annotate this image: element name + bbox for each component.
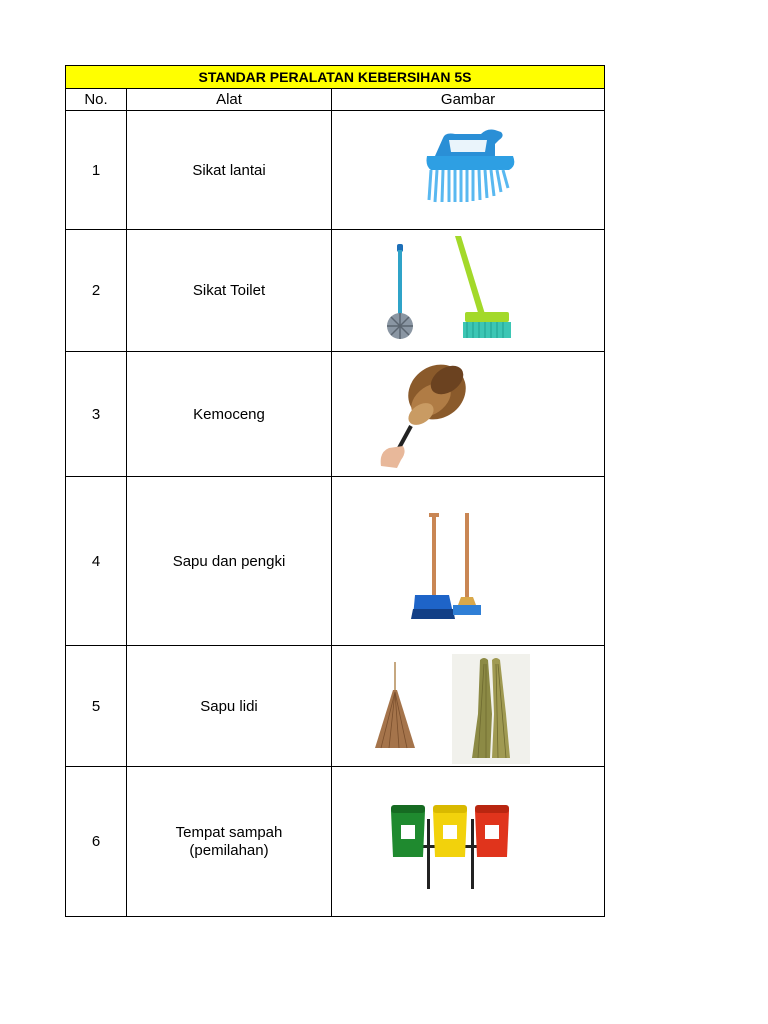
table-row <box>66 111 605 230</box>
table-row <box>66 352 605 477</box>
tool-name: Sapu lidi <box>127 646 332 767</box>
tool-name-line: (pemilahan) <box>189 841 269 859</box>
stick-broom-icon <box>452 654 530 764</box>
feather-duster-icon <box>377 356 477 470</box>
sorting-bins-icon <box>389 805 513 891</box>
header-row <box>66 89 605 111</box>
broom-dustpan-icon <box>409 513 485 621</box>
tool-name <box>127 767 332 917</box>
tool-image-cell <box>332 767 605 917</box>
table-row <box>66 477 605 646</box>
tool-image-cell <box>332 111 605 230</box>
table-row <box>66 230 605 352</box>
tool-name: Sapu dan pengki <box>127 477 332 646</box>
table-row <box>66 767 605 917</box>
tool-image-cell <box>332 352 605 477</box>
toilet-brush-icon <box>451 234 521 346</box>
row-number: 4 <box>66 477 127 646</box>
tool-image-cell <box>332 477 605 646</box>
floor-brush-icon <box>421 126 517 208</box>
header-alat: Alat <box>127 89 332 111</box>
row-number: 6 <box>66 767 127 917</box>
cleaning-equipment-table <box>65 65 605 917</box>
tool-name-line: Tempat sampah <box>175 823 283 841</box>
title-row <box>66 66 605 89</box>
toilet-brush-icon <box>383 242 423 342</box>
row-number: 3 <box>66 352 127 477</box>
tool-image-cell <box>332 646 605 767</box>
tool-name: Kemoceng <box>127 352 332 477</box>
header-gambar: Gambar <box>332 89 605 111</box>
table-title: STANDAR PERALATAN KEBERSIHAN 5S <box>66 66 605 89</box>
stick-broom-icon <box>373 662 417 752</box>
tool-name: Sikat Toilet <box>127 230 332 352</box>
tool-name: Sikat lantai <box>127 111 332 230</box>
row-number: 2 <box>66 230 127 352</box>
row-number: 5 <box>66 646 127 767</box>
tool-image-cell <box>332 230 605 352</box>
header-no: No. <box>66 89 127 111</box>
row-number: 1 <box>66 111 127 230</box>
table-row <box>66 646 605 767</box>
